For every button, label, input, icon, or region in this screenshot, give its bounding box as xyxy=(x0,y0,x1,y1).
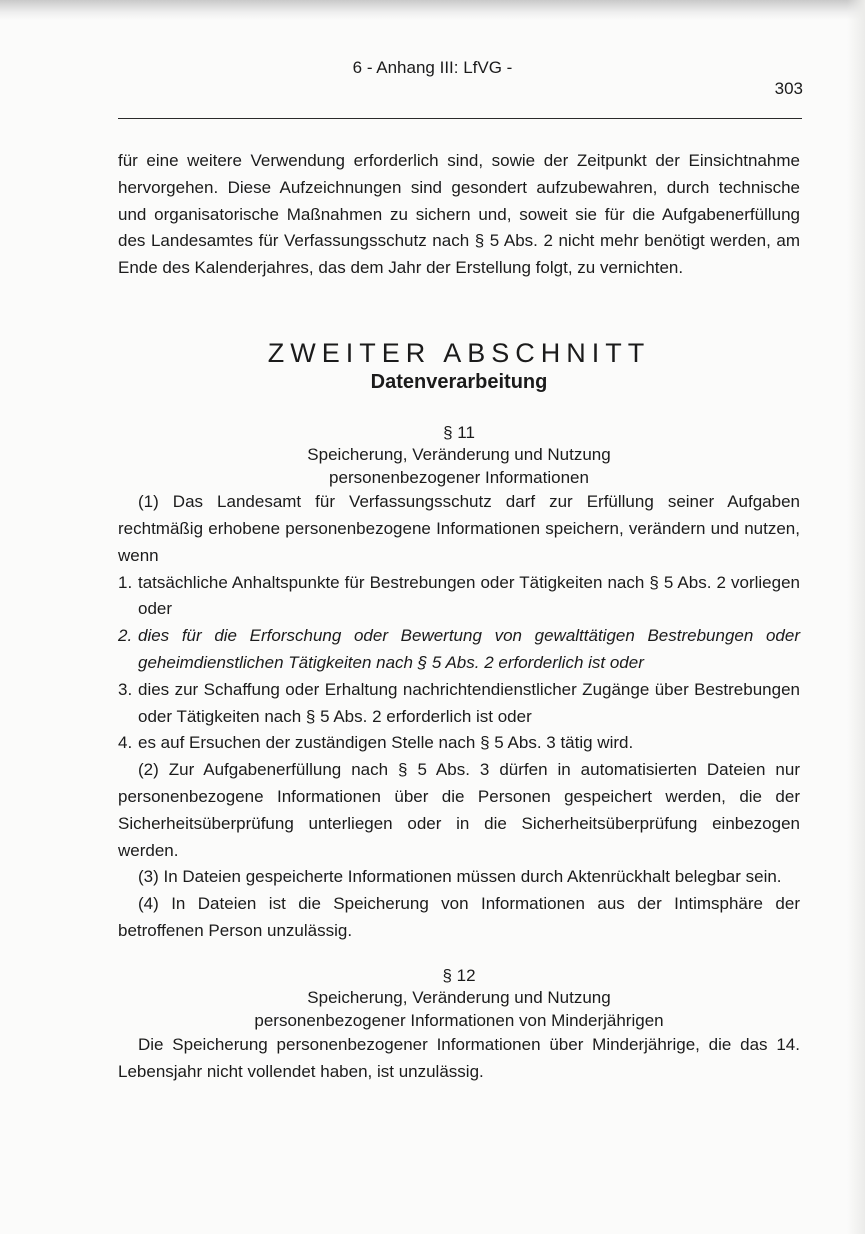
section-11-paragraph-4: (4) In Dateien ist die Speicherung von Informationen aus der Intimsphäre der betroffenen Person unzulässig. xyxy=(118,894,800,940)
list-item-number: 2. xyxy=(118,626,133,646)
section-11-title-line1: Speicherung, Veränderung und Nutzung xyxy=(307,445,611,465)
header-rule xyxy=(118,118,802,119)
list-item-text: dies für die Erforschung oder Bewertung von gewalttätigen Bestrebungen oder geheimdienstlichen Tätigkeiten nach § 5 Abs. 2 erforderlich ist oder xyxy=(138,626,800,672)
list-item-text: tatsächliche Anhaltspunkte für Bestrebungen oder Tätigkeiten nach § 5 Abs. 2 vorliegen oder xyxy=(138,572,800,619)
section-12-heading xyxy=(118,965,800,1032)
list-item xyxy=(118,677,800,731)
scan-shadow-right xyxy=(847,0,865,1234)
section-11-paragraph-3: (3) In Dateien gespeicherte Informationen müssen durch Aktenrückhalt belegbar sein. xyxy=(138,867,782,887)
list-item-number: 1. xyxy=(118,572,133,592)
intro-paragraph: für eine weitere Verwendung erforderlich sind, sowie der Zeitpunkt der Einsichtnahme hervorgehen. Diese Aufzeichnungen sind gesondert aufzubewahren, durch technische und organisatorische Maßnahmen zu sichern und, soweit sie für die Aufgabenerfüllung des Landesamtes für Verfassungsschutz nach § 5 Abs. 2 nicht mehr benötigt werden, am Ende des Kalenderjahres, das dem Jahr der Erstellung folgt, zu vernichten. xyxy=(118,151,800,278)
section-12-title-line2: personenbezogener Informationen von Minderjährigen xyxy=(254,1010,664,1030)
part-title: ZWEITER ABSCHNITT xyxy=(267,337,651,368)
running-header: 6 - Anhang III: LfVG - xyxy=(352,58,513,77)
scan-shadow-top xyxy=(0,0,865,20)
list-item-text: es auf Ersuchen der zuständigen Stelle nach § 5 Abs. 3 tätig wird. xyxy=(138,733,634,753)
section-11-title-line2: personenbezogener Informationen xyxy=(329,467,589,487)
section-12-paragraph-1: Die Speicherung personenbezogener Informationen über Minderjährige, die das 14. Lebensjahr nicht vollendet haben, ist unzulässig. xyxy=(118,1034,800,1081)
list-item-text: dies zur Schaffung oder Erhaltung nachrichtendienstlicher Zugänge über Bestrebungen oder Tätigkeiten nach § 5 Abs. 2 erforderlich ist oder xyxy=(138,679,800,726)
page-body xyxy=(118,148,800,1086)
list-item xyxy=(118,570,800,624)
section-11-paragraph-2: (2) Zur Aufgabenerfüllung nach § 5 Abs. 3 dürfen in automatisierten Dateien nur personenbezogene Informationen über die Personen gespeichert werden, die der Sicherheitsüberprüfung unterliegen oder in die Sicherheitsüberprüfung einbezogen werden. xyxy=(118,760,800,860)
section-11-paragraph-1: (1) Das Landesamt für Verfassungsschutz darf zur Erfüllung seiner Aufgaben rechtmäßig erhobene personenbezogene Informationen speichern, verändern und nutzen, wenn xyxy=(118,492,800,565)
section-11-list xyxy=(118,570,800,758)
list-item xyxy=(118,730,800,757)
list-item-number: 4. xyxy=(118,733,133,753)
list-item-number: 3. xyxy=(118,679,133,699)
page-number: 303 xyxy=(774,79,803,98)
chapter-title: Datenverarbeitung xyxy=(370,370,548,393)
section-12-title-line1: Speicherung, Veränderung und Nutzung xyxy=(307,988,611,1008)
section-11-heading xyxy=(118,422,800,489)
section-11-number: § 11 xyxy=(443,422,475,442)
section-12-number: § 12 xyxy=(442,965,476,985)
list-item xyxy=(118,623,800,677)
